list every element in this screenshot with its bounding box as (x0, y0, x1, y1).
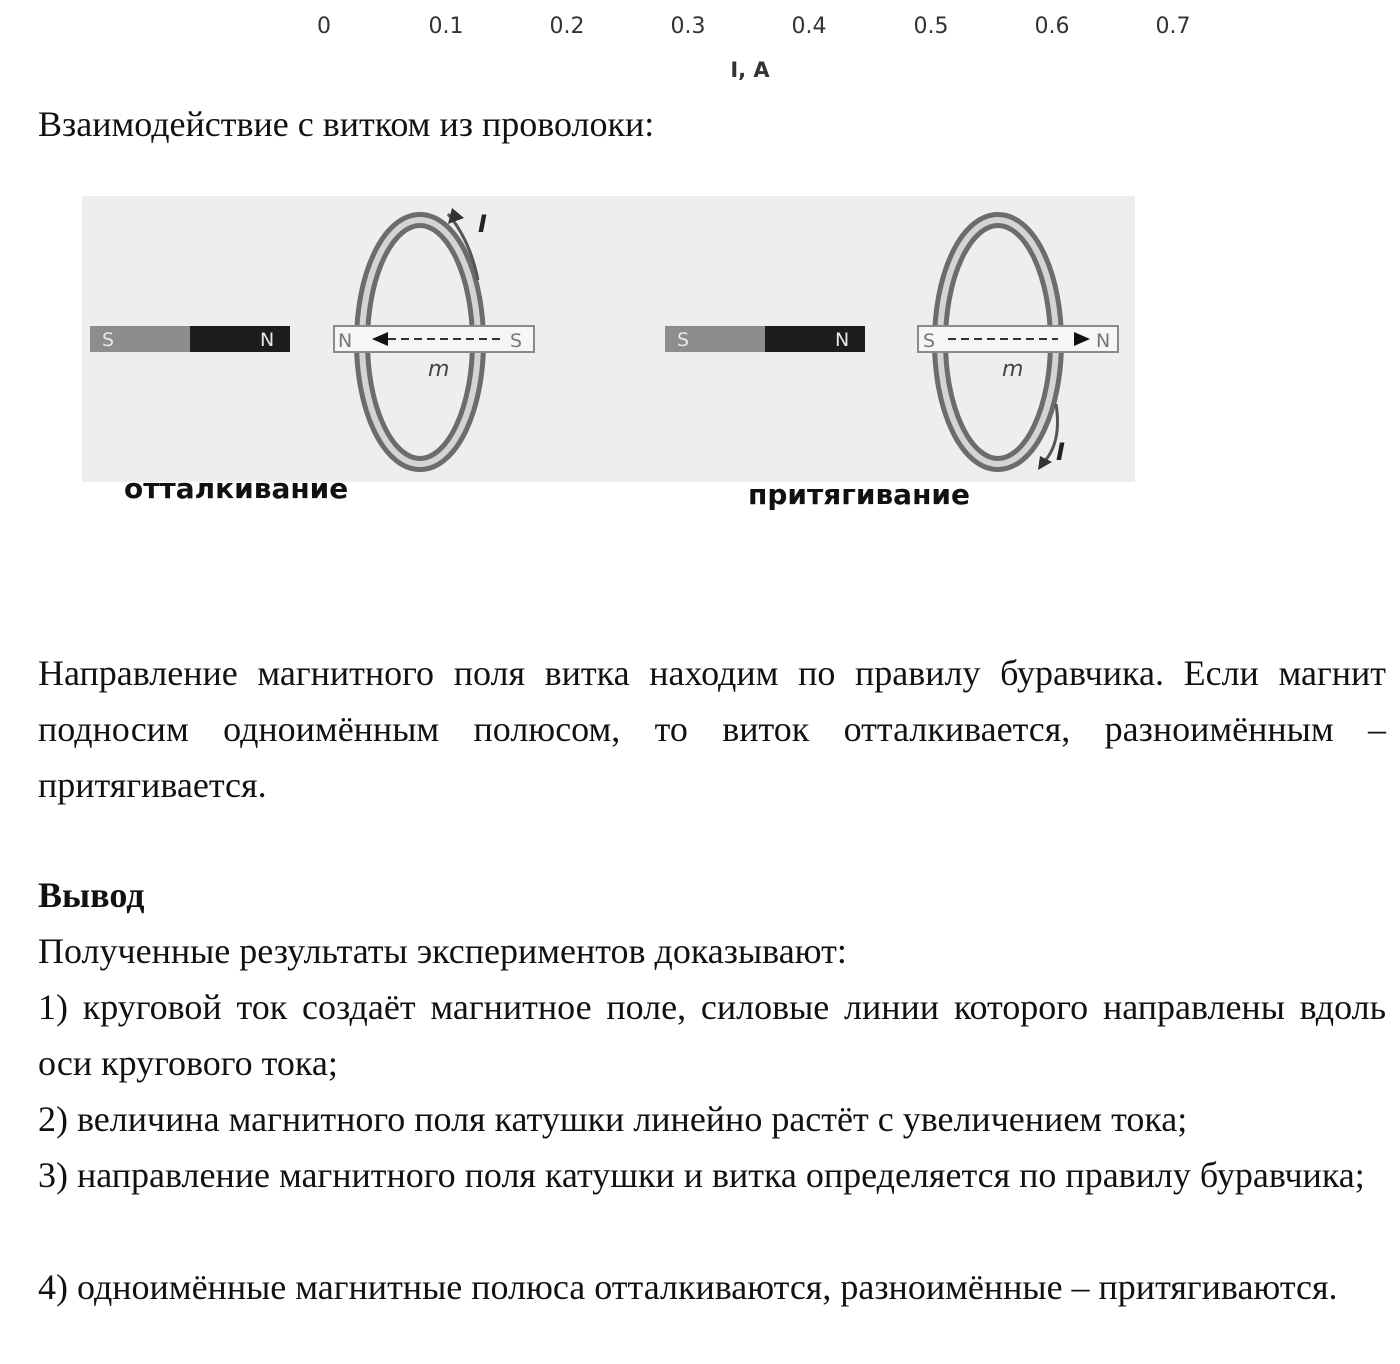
axis-tick: 0.7 (1155, 14, 1191, 39)
conclusion-item: 4) одноимённые магнитные полюса отталкиваются, разноимённые – притягиваются. (38, 1267, 1338, 1307)
axis-tick: 0.4 (791, 14, 827, 39)
axis-tick: 0.6 (1034, 14, 1070, 39)
loop-pole-label: N (1096, 330, 1111, 352)
axis-tick: 0.1 (428, 14, 464, 39)
axis-tick: 0.2 (549, 14, 585, 39)
current-label: I (1056, 438, 1065, 466)
magnet-pole-label: S (102, 329, 115, 351)
magnet-pole-label: N (835, 329, 850, 351)
magnet-pole-label: N (260, 329, 275, 351)
conclusion-item: 3) направление магнитного поля катушки и витка определяется по правилу буравчика; (38, 1155, 1365, 1195)
magnet-north-half (765, 326, 865, 352)
caption-attraction: притягивание (748, 478, 971, 511)
conclusion-item: 1) круговой ток создаёт магнитное поле, силовые линии которого направлены вдоль оси кругового тока; (38, 987, 1386, 1083)
graph-axis-ticks (0, 14, 1400, 44)
current-label: I (478, 210, 487, 238)
conclusion-heading: Вывод (38, 875, 145, 915)
loop-pole-label: S (923, 330, 936, 352)
magnetic-moment-label: m (428, 357, 450, 382)
axis-label: I, A (730, 58, 770, 82)
magnet-north-half (190, 326, 290, 352)
axis-tick: 0 (317, 14, 331, 39)
loop-pole-label: N (338, 330, 353, 352)
caption-repulsion: отталкивание (124, 472, 349, 505)
explanation-paragraph: Направление магнитного поля витка находим по правилу буравчика. Если магнит подносим одноимённым полюсом, то виток отталкивается, разноимённым – притягивается. (38, 653, 1386, 805)
magnet-loop-figure (80, 192, 1150, 522)
conclusion-item: 2) величина магнитного поля катушки линейно растёт с увеличением тока; (38, 1099, 1188, 1139)
axis-tick: 0.5 (913, 14, 949, 39)
section-intro: Взаимодействие с витком из проволоки: (38, 104, 655, 144)
magnet-pole-label: S (677, 329, 690, 351)
loop-pole-label: S (510, 330, 523, 352)
axis-tick: 0.3 (670, 14, 706, 39)
magnetic-moment-label: m (1002, 357, 1024, 382)
conclusion-intro: Полученные результаты экспериментов доказывают: (38, 931, 847, 971)
